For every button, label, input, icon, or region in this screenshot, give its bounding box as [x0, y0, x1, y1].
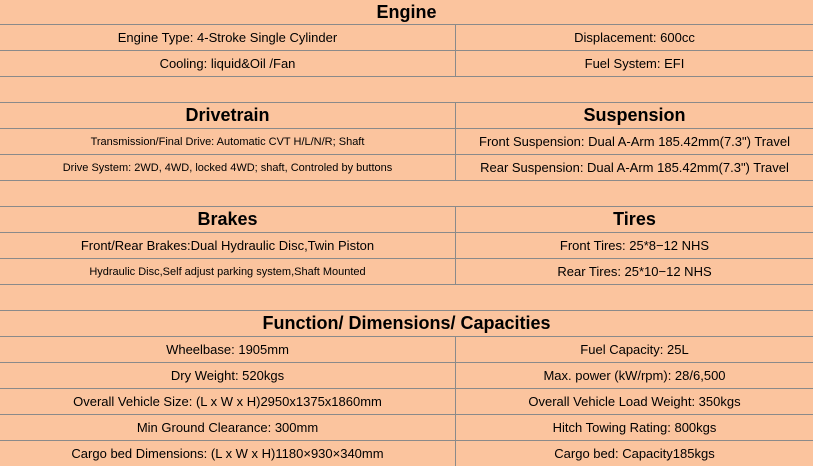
dry-weight: Dry Weight: 520kgs: [0, 363, 456, 388]
tires-title: Tires: [613, 209, 656, 229]
table-row: [0, 441, 813, 461]
fuel-capacity: Fuel Capacity: 25L: [580, 342, 689, 357]
displacement: Displacement: 600cc: [574, 30, 695, 45]
table-row: [0, 363, 813, 388]
load-weight: Overall Vehicle Load Weight: 350kgs: [528, 394, 741, 409]
drivetrain-suspension-header-row: [0, 103, 813, 128]
table-row: [0, 129, 813, 154]
front-suspension: Front Suspension: Dual A-Arm 185.42mm(7.3") Travel: [479, 134, 790, 149]
function-title: Function/ Dimensions/ Capacities: [262, 313, 551, 333]
front-tires: Front Tires: 25*8−12 NHS: [559, 238, 710, 253]
drivetrain-title: Drivetrain: [0, 103, 456, 128]
overall-vehicle-size: Overall Vehicle Size: (L x W x H)2950x1375x1860mm: [0, 389, 456, 414]
drive-system: Drive System: 2WD, 4WD, locked 4WD; shaft, Controled by buttons: [0, 155, 456, 180]
hitch-towing-rating: Hitch Towing Rating: 800kgs: [552, 420, 717, 435]
suspension-title: Suspension: [583, 105, 686, 125]
rear-tires: Rear Tires: 25*10−12 NHS: [557, 264, 712, 279]
front-rear-brakes: Front/Rear Brakes:Dual Hydraulic Disc,Twin Piston: [0, 233, 456, 258]
engine-title: Engine: [376, 1, 437, 22]
table-row: [0, 155, 813, 180]
table-row: [0, 415, 813, 440]
table-row: [0, 51, 813, 76]
cargo-bed-dimensions: Cargo bed Dimensions: (L x W x H)1180×930×340mm: [0, 441, 456, 466]
table-row: [0, 259, 813, 284]
brakes-title: Brakes: [0, 207, 456, 232]
engine-type: Engine Type: 4-Stroke Single Cylinder: [0, 25, 456, 50]
spacer-row: [0, 181, 813, 206]
table-row: [0, 25, 813, 50]
brakes-tires-header-row: [0, 207, 813, 232]
spacer-row: [0, 285, 813, 310]
parking-brake: Hydraulic Disc,Self adjust parking system,Shaft Mounted: [0, 259, 456, 284]
cooling: Cooling: liquid&Oil /Fan: [0, 51, 456, 76]
max-power: Max. power (kW/rpm): 28/6,500: [543, 368, 726, 383]
table-row: [0, 389, 813, 414]
transmission: Transmission/Final Drive: Automatic CVT H/L/N/R; Shaft: [0, 129, 456, 154]
ground-clearance: Min Ground Clearance: 300mm: [0, 415, 456, 440]
cargo-bed-capacity: Cargo bed: Capacity185kgs: [554, 446, 715, 461]
function-header-row: [0, 311, 813, 336]
rear-suspension: Rear Suspension: Dual A-Arm 185.42mm(7.3") Travel: [480, 160, 789, 175]
spacer-row: [0, 77, 813, 102]
table-row: [0, 233, 813, 258]
table-row: [0, 337, 813, 362]
wheelbase: Wheelbase: 1905mm: [0, 337, 456, 362]
engine-header-row: [0, 0, 813, 24]
fuel-system: Fuel System: EFI: [584, 56, 685, 71]
